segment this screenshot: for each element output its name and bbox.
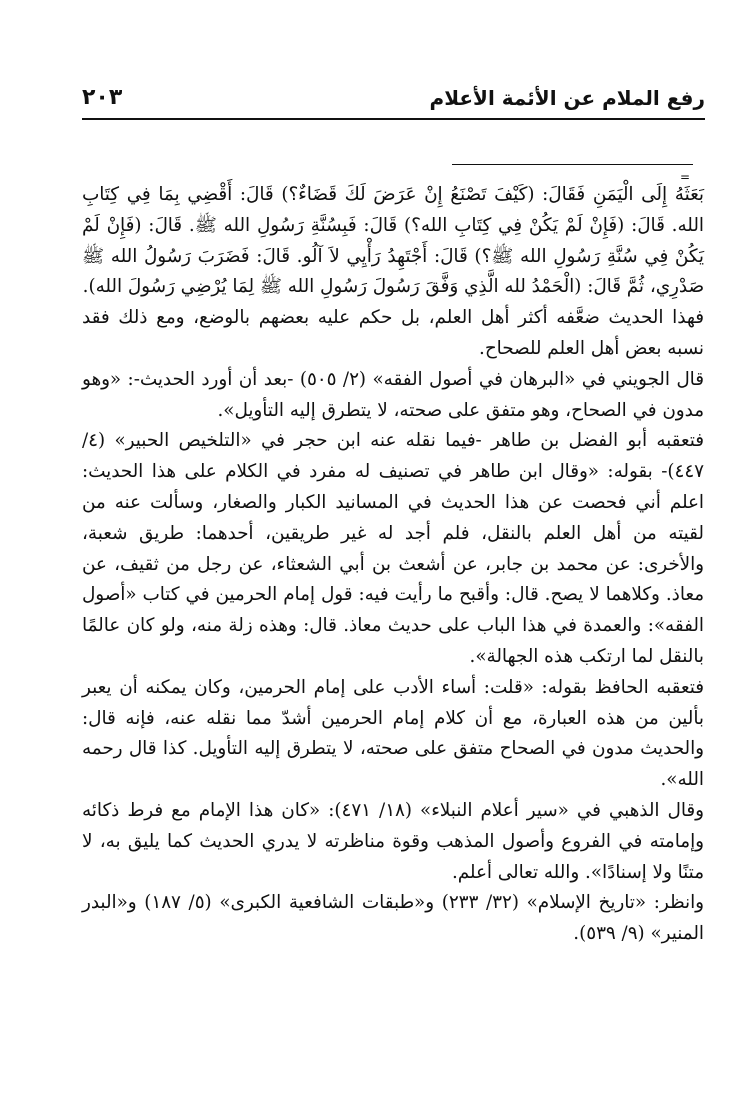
paragraph-dhahabi: وقال الذهبي في «سير أعلام النبلاء» (١٨/ ٤٧١): «كان هذا الإمام مع فرط ذكائه وإمامته في الفروع وأصول المذهب وقوة مناظرته لا يدري الحديث كما يليق به، لا متنًا ولا إسنادًا». والله تعالى أعلم. — [82, 799, 704, 883]
page-header — [82, 86, 705, 114]
footnote-separator — [452, 164, 693, 165]
header-rule — [82, 118, 705, 120]
footnote-body — [82, 180, 704, 950]
paragraph-ibn-tahir: فتعقبه أبو الفضل بن طاهر -فيما نقله عنه ابن حجر في «التلخيص الحبير» (٤/ ٤٤٧)- بقوله: «وقال ابن طاهر في تصنيف له مفرد في الكلام على هذا الحديث: اعلم أني فحصت عن هذا الحديث في المسانيد الكبار والصغار، وسألت عنه من لقيته من أهل العلم بالنقل، فلم أجد له غير طريقين، أحدهما: طريق شعبة، والأخرى: عن محمد بن جابر، عن أشعث بن أبي الشعثاء، عن رجل من ثقيف، عن معاذ. وكلاهما لا يصح. قال: وأقبح ما رأيت فيه: قول إمام الحرمين في كتاب «أصول الفقه»: والعمدة في هذا الباب على حديث معاذ. قال: وهذه زلة منه، ولو كان عالمًا بالنقل لما ارتكب هذه الجهالة». — [82, 430, 704, 667]
paragraph-hadith: بَعَثَهُ إِلَى الْيَمَنِ فَقَالَ: (كَيْفَ تَصْنَعُ إِنْ عَرَضَ لَكَ قَضَاءٌ؟) قَالَ: أَقْضِي بِمَا فِي كِتَابِ الله. قَالَ: (فَإِنْ لَمْ يَكُنْ فِي كِتَابِ الله؟) قَالَ: فَبِسُنَّةِ رَسُولِ الله ﷺ. قَالَ: (فَإِنْ لَمْ يَكُنْ فِي سُنَّةِ رَسُولِ الله ﷺ؟) قَالَ: أَجْتَهِدُ رَأْيِي لاَ آلُو. قَالَ: فَضَرَبَ رَسُولُ الله ﷺ صَدْرِي، ثُمَّ قَالَ: (الْحَمْدُ لله الَّذِي وَفَّقَ رَسُولَ رَسُولِ الله ﷺ لِمَا يُرْضِي رَسُولَ الله). — [82, 184, 704, 298]
paragraph-weakness: فهذا الحديث ضعَّفه أكثر أهل العلم، بل حكم عليه بعضهم بالوضع، ومع ذلك فقد نسبه بعض أهل العلم للصحاح. — [82, 307, 704, 359]
paragraph-juwayni: قال الجويني في «البرهان في أصول الفقه» (٢/ ٥٠٥) -بعد أن أورد الحديث-: «وهو مدون في الصحاح، وهو متفق على صحته، لا يتطرق إليه التأويل». — [82, 368, 704, 421]
paragraph-references: وانظر: «تاريخ الإسلام» (٣٢/ ٢٣٣) و«طبقات الشافعية الكبرى» (٥/ ١٨٧) و«البدر المنير» (٩/ ٥٣٩). — [82, 892, 704, 945]
paragraph-hafiz: فتعقبه الحافظ بقوله: «قلت: أساء الأدب على إمام الحرمين، وكان يمكنه أن يعبر بألين من هذه العبارة، مع أن كلام إمام الحرمين أشدّ مما نقله عنه، فإنه قال: والحديث مدون في الصحاح متفق على صحته، لا يتطرق إليه التأويل. كذا قال رحمه الله». — [82, 676, 704, 791]
footnote-continuation-marker: = — [680, 170, 691, 184]
running-title: رفع الملام عن الأئمة الأعلام — [429, 86, 705, 110]
page-number: ٢٠٣ — [82, 85, 123, 110]
